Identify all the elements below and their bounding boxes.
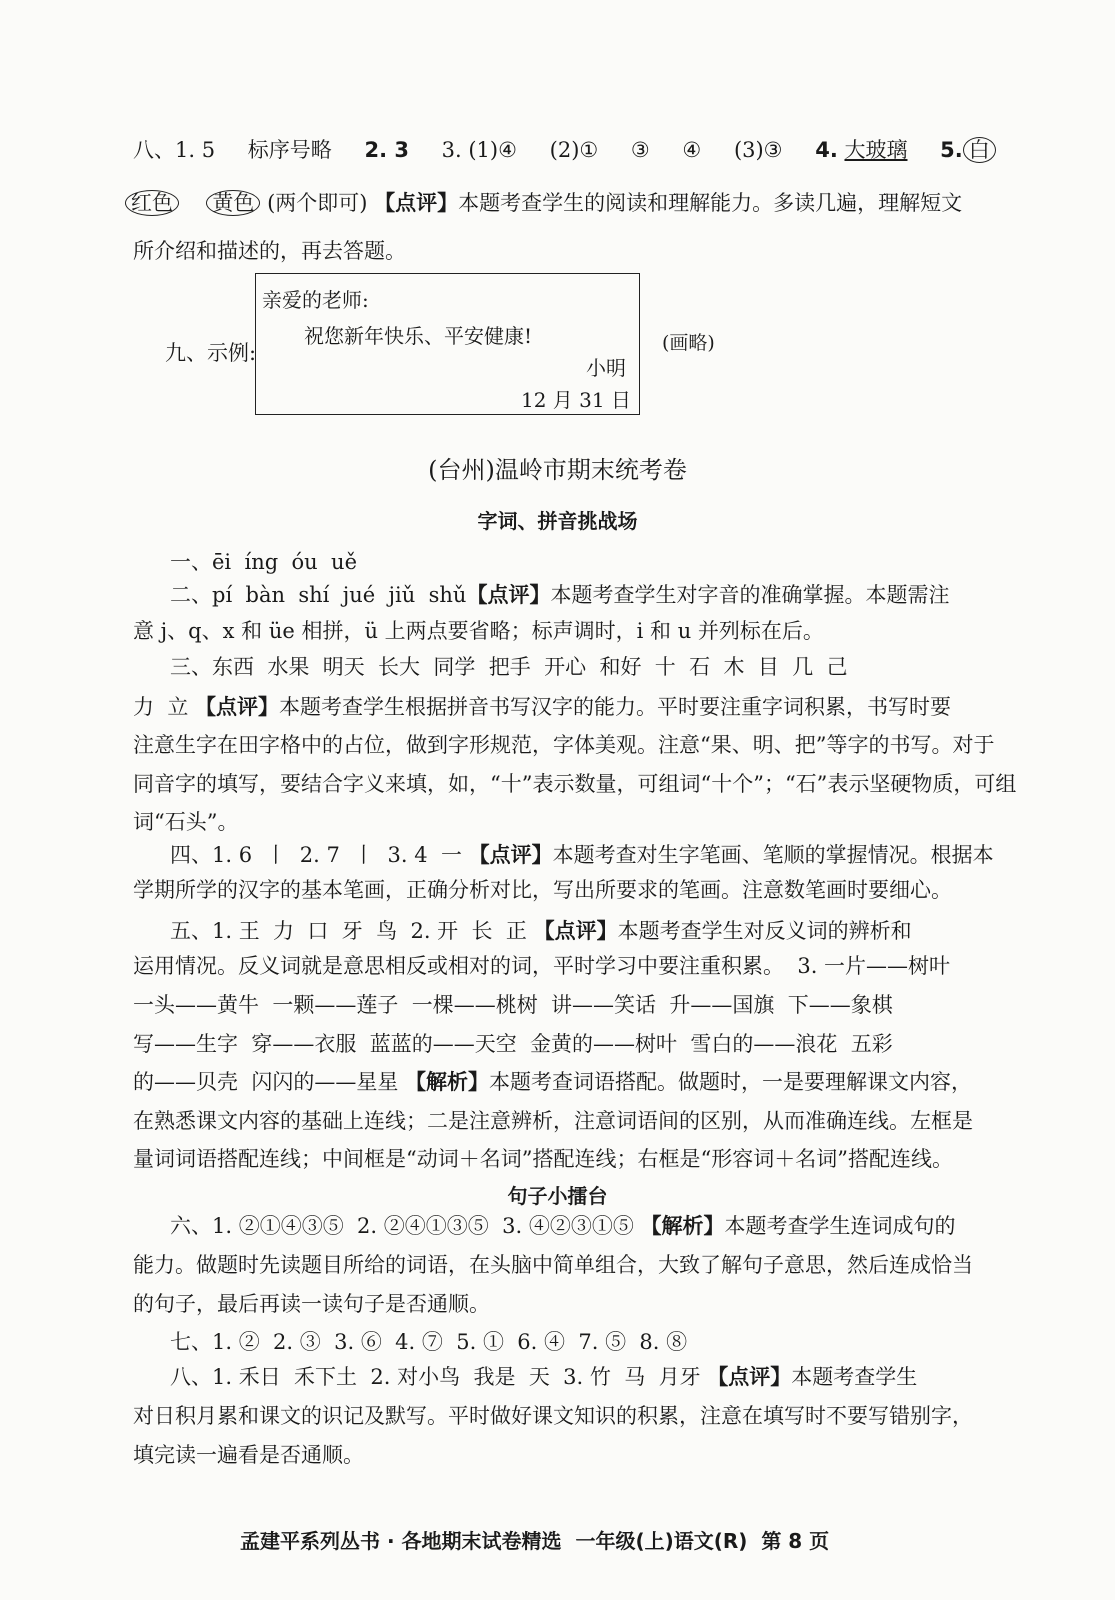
q8-line3: 填完读一遍看是否通顺。	[133, 1443, 364, 1467]
card-wish: 祝您新年快乐、平安健康!	[304, 324, 533, 348]
section-subtitle: 句子小擂台	[507, 1184, 608, 1208]
q5-line5: 的——贝壳 闪闪的——星星 【解析】本题考查词语搭配。做题时，一是要理解课文内容，	[133, 1070, 973, 1094]
card-sign: 小明	[586, 356, 626, 380]
circled-answer: 白	[963, 137, 996, 163]
section-subtitle: 字词、拼音挑战场	[477, 509, 638, 533]
q4-line1: 四、1. 6 丨 2. 7 丨 3. 4 一 【点评】本题考查对生字笔画、笔顺的掌握情况。根据本	[170, 843, 994, 867]
q8-line1: 八、1. 禾日 禾下土 2. 对小鸟 我是 天 3. 竹 马 月牙 【点评】本题考查学生	[170, 1365, 918, 1389]
page-footer: 孟建平系列丛书 · 各地期末试卷精选 一年级(上)语文(R) 第 8 页	[240, 1529, 830, 1553]
q3-line2: 力 立 【点评】本题考查学生根据拼音书写汉字的能力。平时要注重字词积累，书写时要	[133, 695, 952, 719]
q3-line4: 同音字的填写，要结合字义来填，如，“十”表示数量，可组词“十个”；“石”表示坚硬物质，可组	[133, 772, 1017, 796]
q7-line: 七、1. ② 2. ③ 3. ⑥ 4. ⑦ 5. ① 6. ④ 7. ⑤ 8. ⑧	[170, 1330, 688, 1354]
sec8-line3: 所介绍和描述的，再去答题。	[133, 239, 406, 263]
q6-line1: 六、1. ②①④③⑤ 2. ②④①③⑤ 3. ④②③①⑤ 【解析】本题考查学生连词成句的	[170, 1214, 956, 1238]
circled-answer: 黄色	[206, 190, 260, 216]
q1-line: 一、ēi íng óu uě	[170, 550, 358, 574]
q3-line5: 词“石头”。	[133, 810, 239, 834]
q5-line7: 量词词语搭配连线；中间框是“动词＋名词”搭配连线；右框是“形容词＋名词”搭配连线。	[133, 1147, 953, 1171]
circled-answer: 红色	[125, 190, 179, 216]
sec9-label: 九、示例:	[165, 341, 257, 365]
card-greeting: 亲爱的老师:	[262, 288, 369, 312]
q2-line2: 意 j、q、x 和 üe 相拼，ü 上两点要省略；标声调时，i 和 u 并列标在后。	[133, 619, 824, 643]
q3-line1: 三、东西 水果 明天 长大 同学 把手 开心 和好 十 石 木 目 几 己	[170, 655, 848, 679]
q5-line3: 一头——黄牛 一颗——莲子 一棵——桃树 讲——笑话 升——国旗 下——象棋	[133, 993, 893, 1017]
sec8-line1: 八、1. 5 标序号略 2. 3 3. (1)④ (2)① ③ ④ (3)③ 4. 大玻璃 5. 白	[133, 135, 996, 165]
greeting-card-box	[255, 273, 640, 415]
card-date: 12 月 31 日	[521, 388, 631, 412]
q2-line1: 二、pí bàn shí jué jiǔ shǔ【点评】本题考查学生对字音的准确掌握。本题需注	[170, 583, 950, 607]
q5-line1: 五、1. 王 力 口 牙 鸟 2. 开 长 正 【点评】本题考查学生对反义词的辨析和	[170, 919, 912, 943]
q8-line2: 对日积月累和课文的识记及默写。平时做好课文知识的积累，注意在填写时不要写错别字，	[133, 1404, 973, 1428]
sec9-note: (画略)	[662, 332, 715, 354]
q5-line4: 写——生字 穿——衣服 蓝蓝的——天空 金黄的——树叶 雪白的——浪花 五彩	[133, 1032, 893, 1056]
q5-line6: 在熟悉课文内容的基础上连线；二是注意辨析，注意词语间的区别，从而准确连线。左框是	[133, 1109, 973, 1133]
q5-line2: 运用情况。反义词就是意思相反或相对的词，平时学习中要注重积累。 3. 一片——树叶	[133, 954, 951, 978]
q3-line3: 注意生字在田字格中的占位，做到字形规范，字体美观。注意“果、明、把”等字的书写。对于	[133, 733, 995, 757]
q6-line2: 能力。做题时先读题目所给的词语，在头脑中简单组合，大致了解句子意思，然后连成恰当	[133, 1253, 973, 1277]
exam-title: (台州)温岭市期末统考卷	[428, 456, 687, 484]
q4-line2: 学期所学的汉字的基本笔画，正确分析对比，写出所要求的笔画。注意数笔画时要细心。	[133, 878, 952, 902]
q6-line3: 的句子，最后再读一读句子是否通顺。	[133, 1292, 490, 1316]
sec8-line2: 红色 黄色 (两个即可) 【点评】本题考查学生的阅读和理解能力。多读几遍，理解短文	[125, 188, 962, 218]
